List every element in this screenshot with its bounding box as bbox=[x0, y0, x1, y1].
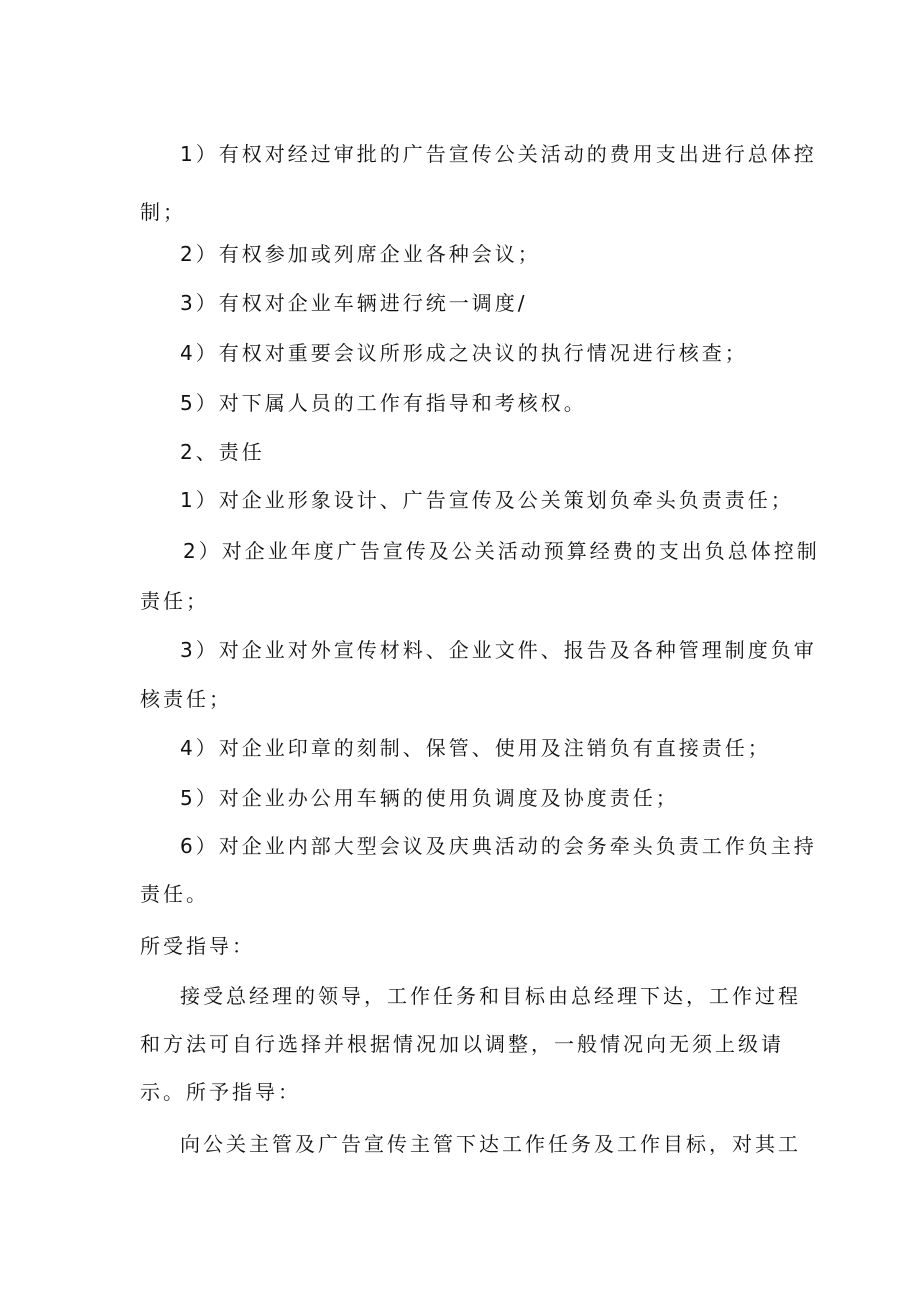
authority-item-4: 4）有权对重要会议所形成之决议的执行情况进行核查； bbox=[180, 341, 748, 365]
authority-item-3: 3）有权对企业车辆进行统一调度/ bbox=[180, 291, 528, 315]
responsibility-item-4: 4）对企业印章的刻制、保管、使用及注销负有直接责任； bbox=[180, 736, 771, 760]
guidance-received-paragraph-line-2: 和方法可自行选择并根据情况加以调整，一般情况向无须上级请 bbox=[140, 1032, 784, 1056]
section-heading-responsibility: 2、责任 bbox=[180, 440, 265, 464]
authority-item-1-continued: 制； bbox=[140, 200, 186, 224]
guidance-given-paragraph: 向公关主管及广告宣传主管下达工作任务及工作目标，对其工 bbox=[180, 1132, 801, 1156]
guidance-given-heading-line: 示。所予指导： bbox=[140, 1080, 301, 1104]
responsibility-item-3: 3）对企业对外宣传材料、企业文件、报告及各种管理制度负审 bbox=[180, 638, 817, 662]
responsibility-item-5: 5）对企业办公用车辆的使用负调度及协度责任； bbox=[180, 786, 679, 810]
authority-item-5: 5）对下属人员的工作有指导和考核权。 bbox=[180, 391, 587, 415]
responsibility-item-6-continued: 责任。 bbox=[140, 882, 209, 906]
responsibility-item-2: 2）对企业年度广告宣传及公关活动预算经费的支出负总体控制 bbox=[183, 539, 820, 563]
responsibility-item-3-continued: 核责任； bbox=[140, 687, 232, 711]
authority-item-2: 2）有权参加或列席企业各种会议； bbox=[180, 242, 541, 266]
responsibility-item-6: 6）对企业内部大型会议及庆典活动的会务牵头负责工作负主持 bbox=[180, 834, 817, 858]
section-heading-guidance-received: 所受指导： bbox=[140, 934, 255, 958]
guidance-received-paragraph: 接受总经理的领导，工作任务和目标由总经理下达，工作过程 bbox=[180, 984, 801, 1008]
authority-item-1: 1）有权对经过审批的广告宣传公关活动的费用支出进行总体控 bbox=[180, 142, 817, 166]
responsibility-item-1: 1）对企业形象设计、广告宣传及公关策划负牵头负责责任； bbox=[180, 488, 794, 512]
responsibility-item-2-continued: 责任； bbox=[140, 589, 209, 613]
